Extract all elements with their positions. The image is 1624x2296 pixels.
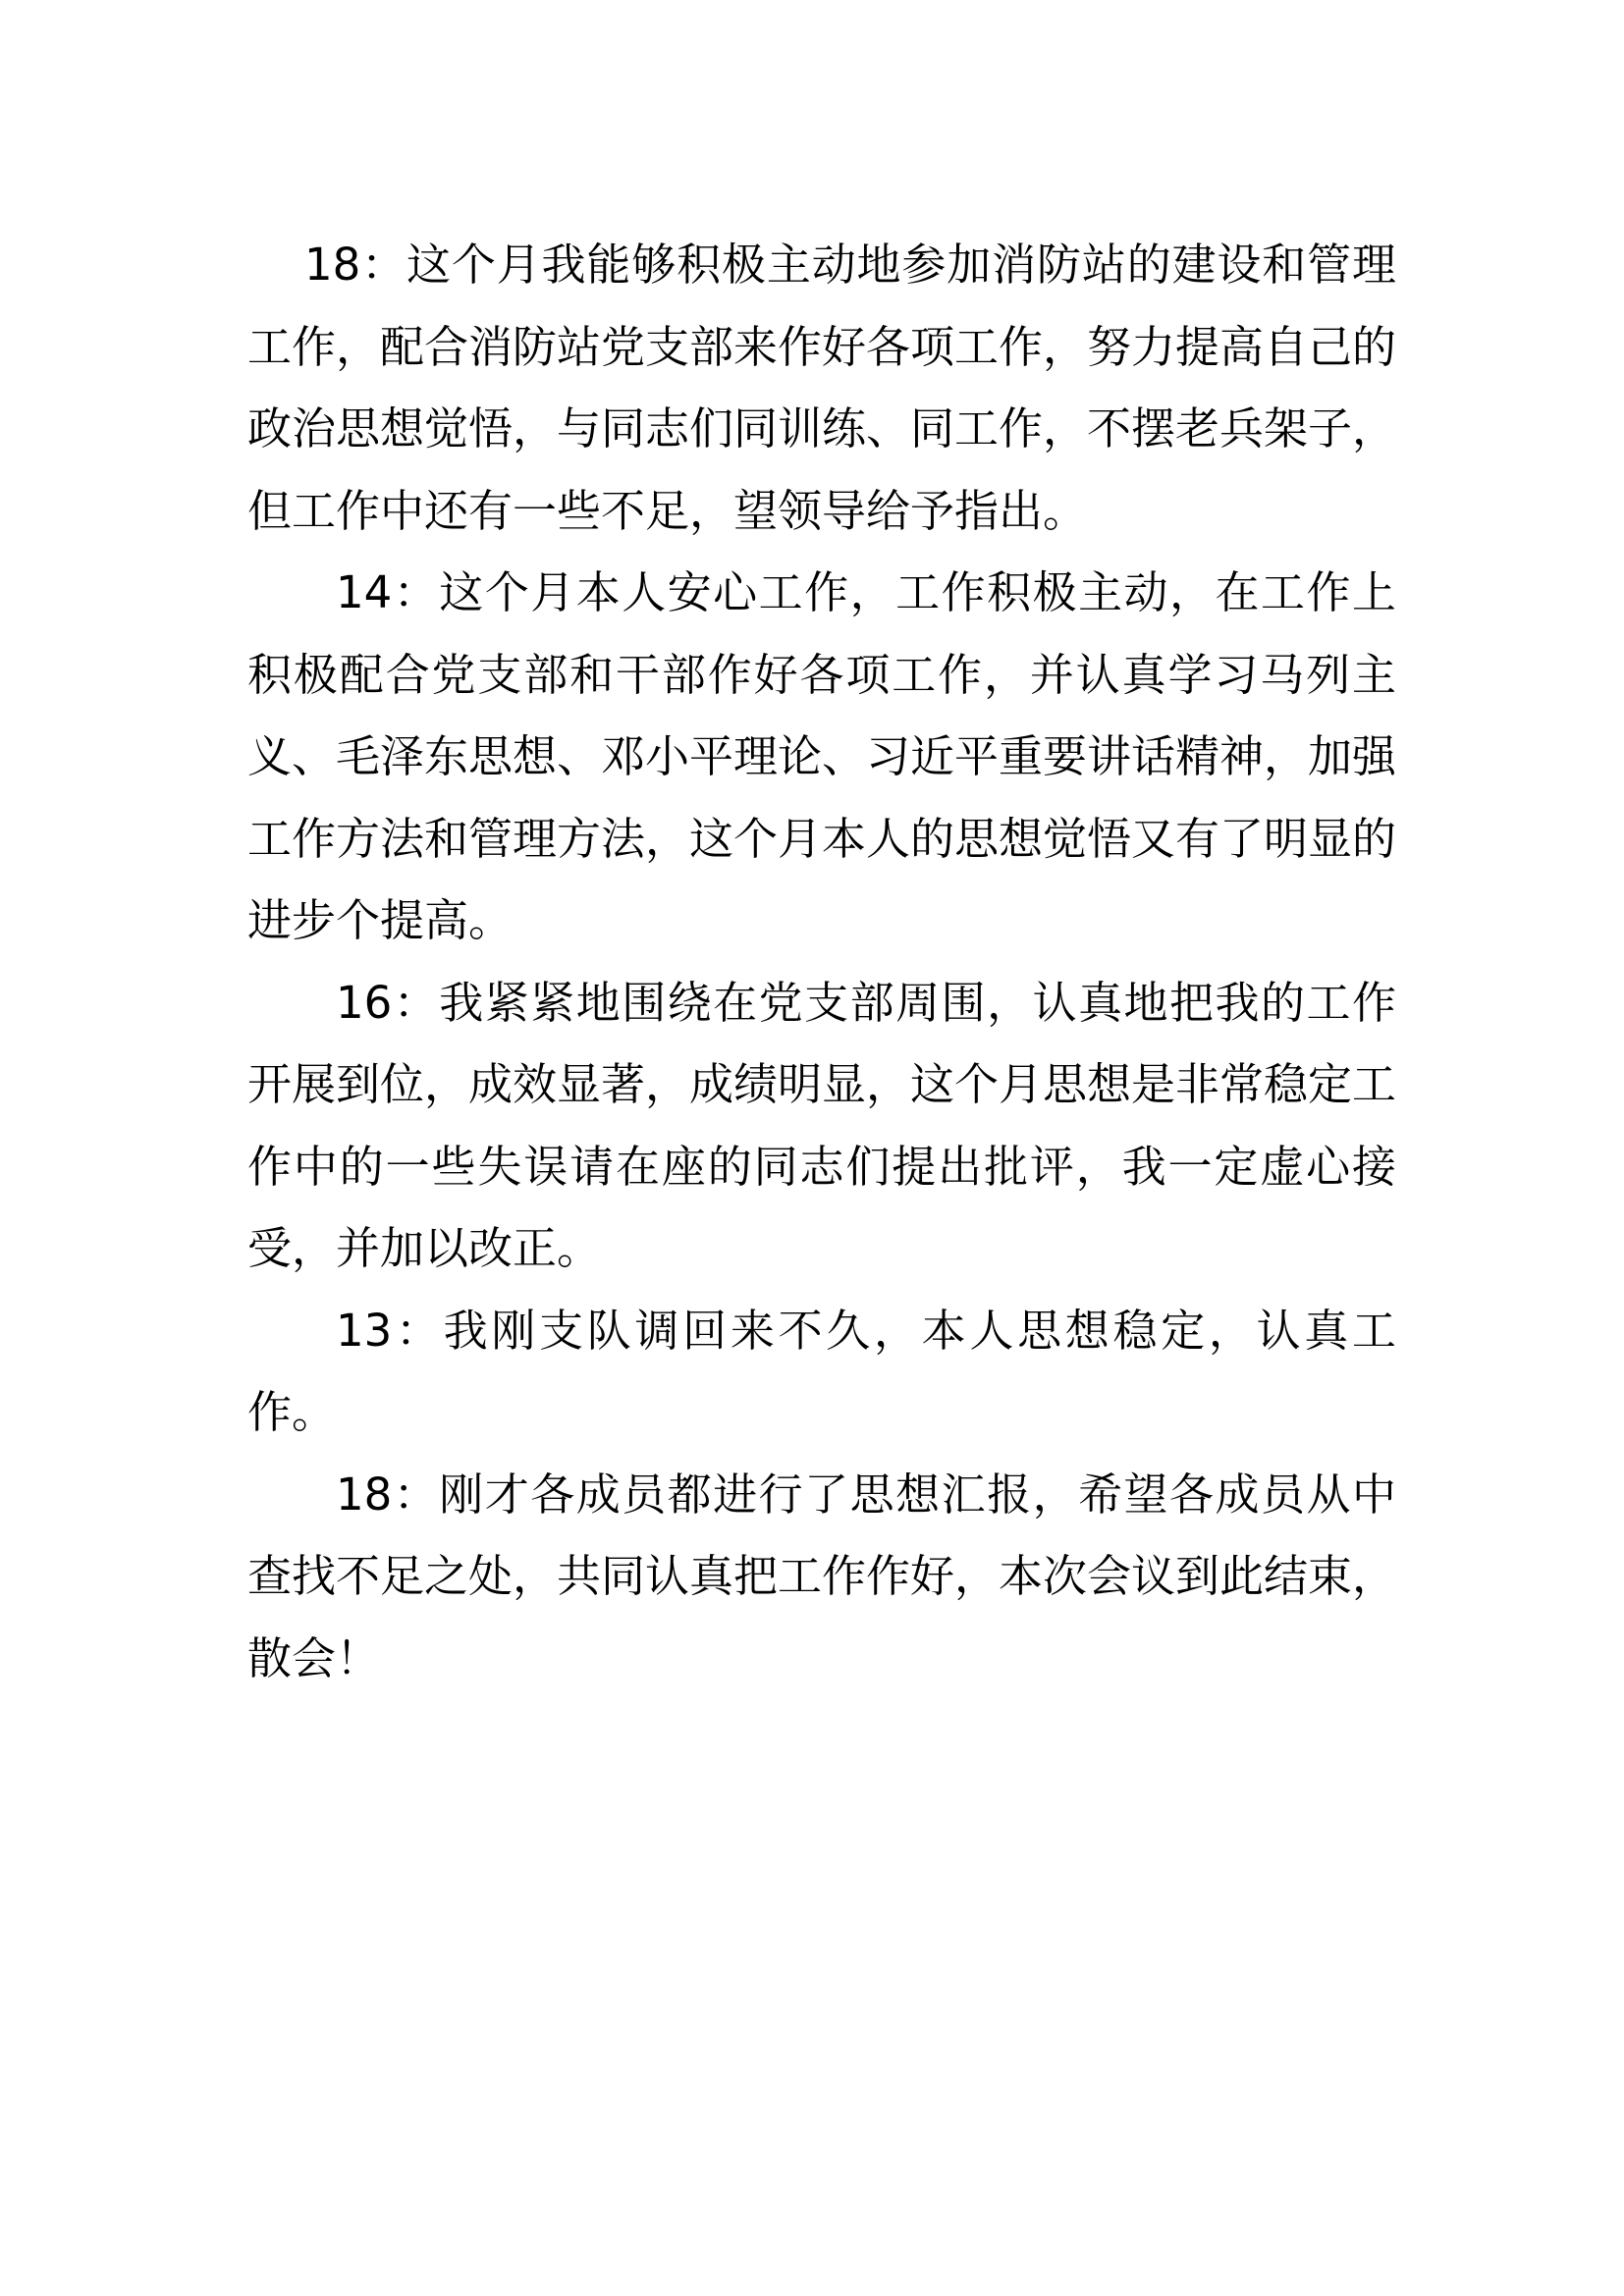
paragraph-3: 16：我紧紧地围绕在党支部周围，认真地把我的工作开展到位，成效显著，成绩明显，这个月思想是非常稳定工作中的一些失误请在座的同志们提出批评，我一定虚心接受，并加以改正。 [247,976,1397,1274]
paragraph-4: 13：我刚支队调回来不久，本人思想稳定，认真工作。 [247,1304,1396,1438]
paragraph-1: 18：这个月我能够积极主动地参加消防站的建设和管理工作，配合消防站党支部来作好各项工作，努力提高自己的政治思想觉悟，与同志们同训练、同工作，不摆老兵架子，但工作中还有一些不足，望领导给予指出。 [247,239,1397,537]
paragraph-2: 14：这个月本人安心工作，工作积极主动，在工作上积极配合党支部和干部作好各项工作，并认真学习马列主义、毛泽东思想、邓小平理论、习近平重要讲话精神，加强工作方法和管理方法，这个月本人的思想觉悟又有了明显的进步个提高。 [247,566,1397,946]
document-body [247,224,1396,1699]
paragraph-5: 18：刚才各成员都进行了思想汇报，希望各成员从中查找不足之处，共同认真把工作作好，本次会议到此结束，散会！ [247,1468,1397,1684]
